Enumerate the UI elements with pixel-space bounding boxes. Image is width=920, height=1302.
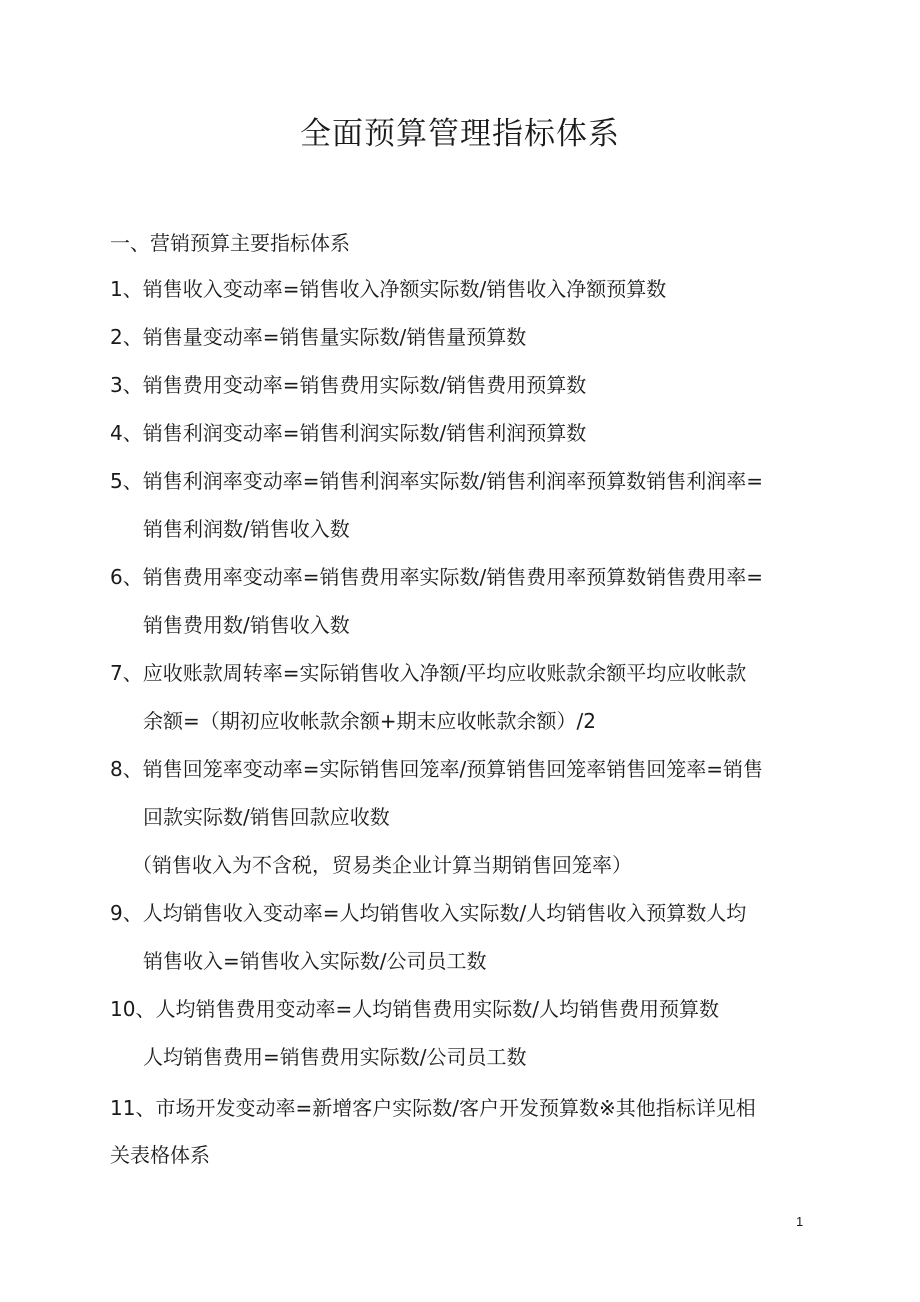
indicator-8-line-2: 回款实际数/销售回款应收数 bbox=[143, 805, 390, 829]
page-title: 全面预算管理指标体系 bbox=[300, 116, 620, 152]
page-number: 1 bbox=[796, 1214, 804, 1229]
indicator-6-line-2: 销售费用数/销售收入数 bbox=[143, 613, 350, 637]
indicator-7-line-2: 余额=（期初应收帐款余额+期末应收帐款余额）/2 bbox=[143, 709, 596, 733]
indicator-10-line-2: 人均销售费用=销售费用实际数/公司员工数 bbox=[143, 1045, 527, 1069]
indicator-7-line-1: 7、应收账款周转率=实际销售收入净额/平均应收账款余额平均应收帐款 bbox=[110, 661, 747, 685]
indicator-5-line-2: 销售利润数/销售收入数 bbox=[143, 517, 350, 541]
indicator-8-line-1: 8、销售回笼率变动率=实际销售回笼率/预算销售回笼率销售回笼率=销售 bbox=[110, 757, 763, 781]
indicator-1-line-1: 1、销售收入变动率=销售收入净额实际数/销售收入净额预算数 bbox=[110, 277, 667, 301]
section-heading: 一、营销预算主要指标体系 bbox=[110, 231, 350, 255]
indicator-8-note: （销售收入为不含税，贸易类企业计算当期销售回笼率） bbox=[132, 853, 632, 877]
indicator-11-line-2: 关表格体系 bbox=[110, 1143, 210, 1167]
indicator-3-line-1: 3、销售费用变动率=销售费用实际数/销售费用预算数 bbox=[110, 373, 587, 397]
indicator-2-line-1: 2、销售量变动率=销售量实际数/销售量预算数 bbox=[110, 325, 527, 349]
indicator-10-line-1: 10、人均销售费用变动率=人均销售费用实际数/人均销售费用预算数 bbox=[110, 997, 719, 1021]
indicator-4-line-1: 4、销售利润变动率=销售利润实际数/销售利润预算数 bbox=[110, 421, 587, 445]
indicator-5-line-1: 5、销售利润率变动率=销售利润率实际数/销售利润率预算数销售利润率= bbox=[110, 469, 763, 493]
indicator-9-line-1: 9、人均销售收入变动率=人均销售收入实际数/人均销售收入预算数人均 bbox=[110, 901, 747, 925]
indicator-11-line-1: 11、市场开发变动率=新增客户实际数/客户开发预算数※其他指标详见相 bbox=[110, 1096, 756, 1120]
indicator-6-line-1: 6、销售费用率变动率=销售费用率实际数/销售费用率预算数销售费用率= bbox=[110, 565, 763, 589]
indicator-9-line-2: 销售收入=销售收入实际数/公司员工数 bbox=[143, 949, 487, 973]
